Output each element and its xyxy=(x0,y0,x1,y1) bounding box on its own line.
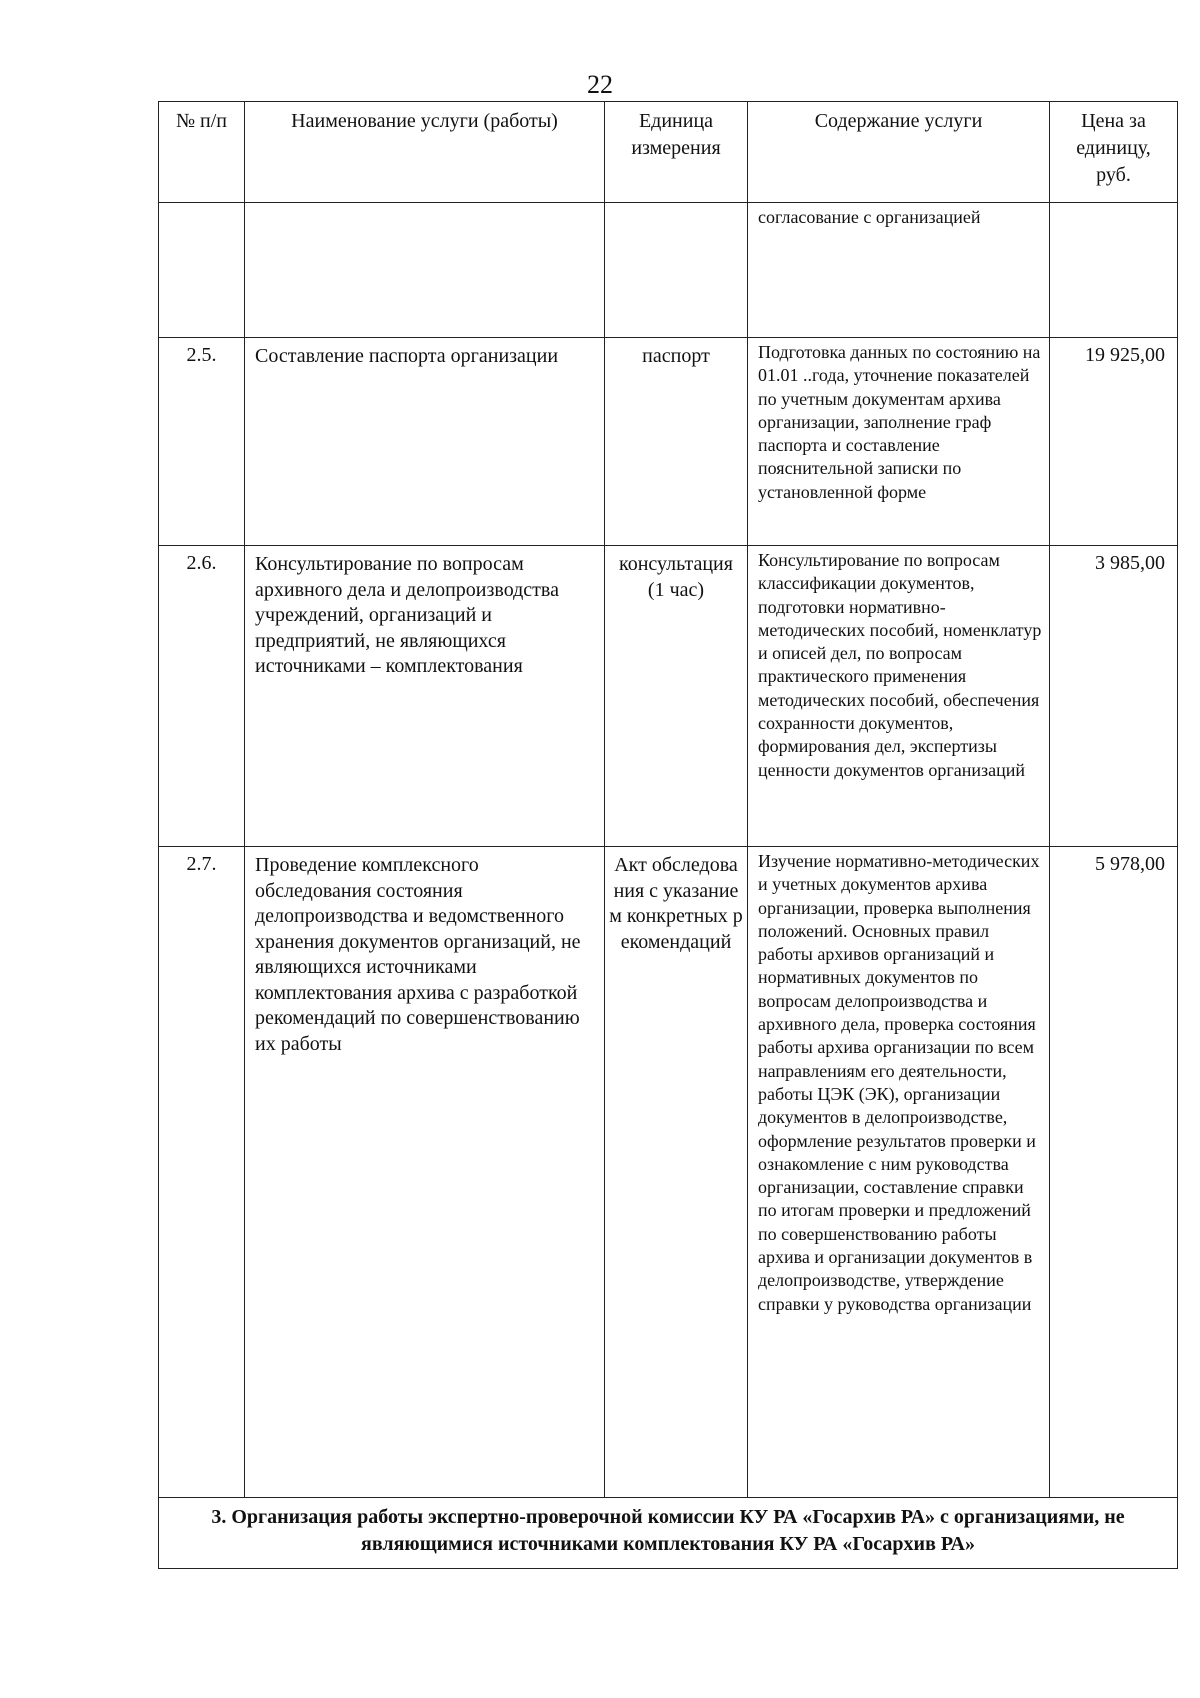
cell-name: Проведение комплексного обследования состояния делопроизводства и ведомственного хранения документов организаций, не являющихся источниками комплектования архива с разработкой рекомендаций по совершенствованию их работы xyxy=(245,847,605,1498)
cell-num xyxy=(159,203,245,338)
header-desc: Содержание услуги xyxy=(748,102,1050,203)
price-table xyxy=(158,101,1178,1569)
cell-price: 3 985,00 xyxy=(1050,546,1178,847)
header-name: Наименование услуги (работы) xyxy=(245,102,605,203)
section-heading-row xyxy=(159,1498,1178,1569)
header-price: Цена за единицу, руб. xyxy=(1050,102,1178,203)
table-row xyxy=(159,847,1178,1498)
cell-unit xyxy=(605,203,748,338)
section-heading: 3. Организация работы экспертно-проверочной комиссии КУ РА «Госархив РА» с организациями, не являющимися источниками комплектования КУ РА «Госархив РА» xyxy=(159,1498,1178,1569)
cell-price: 5 978,00 xyxy=(1050,847,1178,1498)
cell-name xyxy=(245,203,605,338)
cell-num: 2.5. xyxy=(159,338,245,546)
cell-price xyxy=(1050,203,1178,338)
cell-num: 2.7. xyxy=(159,847,245,1498)
cell-num: 2.6. xyxy=(159,546,245,847)
cell-desc: согласование с организацией xyxy=(748,203,1050,338)
cell-desc: Изучение нормативно-методических и учетных документов архива организации, проверка выполнения положений. Основных правил работы архивов организаций и нормативных документов по вопросам делопроизводства и архивного дела, проверка состояния работы архива организации по всем направлениям его деятельности, работы ЦЭК (ЭК), организации документов в делопроизводстве, оформление результатов проверки и ознакомление с ним руководства организации, составление справки по итогам проверки и предложений по совершенствованию работы архива и организации документов в делопроизводстве, утверждение справки у руководства организации xyxy=(748,847,1050,1498)
cell-unit: Акт обследования с указанием конкретных рекомендаций xyxy=(605,847,748,1498)
table-row xyxy=(159,546,1178,847)
cell-unit: консультация (1 час) xyxy=(605,546,748,847)
header-unit: Единица измерения xyxy=(605,102,748,203)
header-num: № п/п xyxy=(159,102,245,203)
page-number: 22 xyxy=(587,70,613,99)
cell-name: Составление паспорта организации xyxy=(245,338,605,546)
cell-desc: Подготовка данных по состоянию на 01.01 ..года, уточнение показателей по учетным документам архива организации, заполнение граф паспорта и составление пояснительной записки по установленной форме xyxy=(748,338,1050,546)
table-row-continuation xyxy=(159,203,1178,338)
cell-desc: Консультирование по вопросам классификации документов, подготовки нормативно-методических пособий, номенклатур и описей дел, по вопросам практического применения методических пособий, обеспечения сохранности документов, формирования дел, экспертизы ценности документов организаций xyxy=(748,546,1050,847)
cell-price: 19 925,00 xyxy=(1050,338,1178,546)
cell-name: Консультирование по вопросам архивного дела и делопроизводства учреждений, организаций и предприятий, не являющихся источниками – комплектования xyxy=(245,546,605,847)
table-header-row xyxy=(159,102,1178,203)
table-row xyxy=(159,338,1178,546)
cell-unit: паспорт xyxy=(605,338,748,546)
